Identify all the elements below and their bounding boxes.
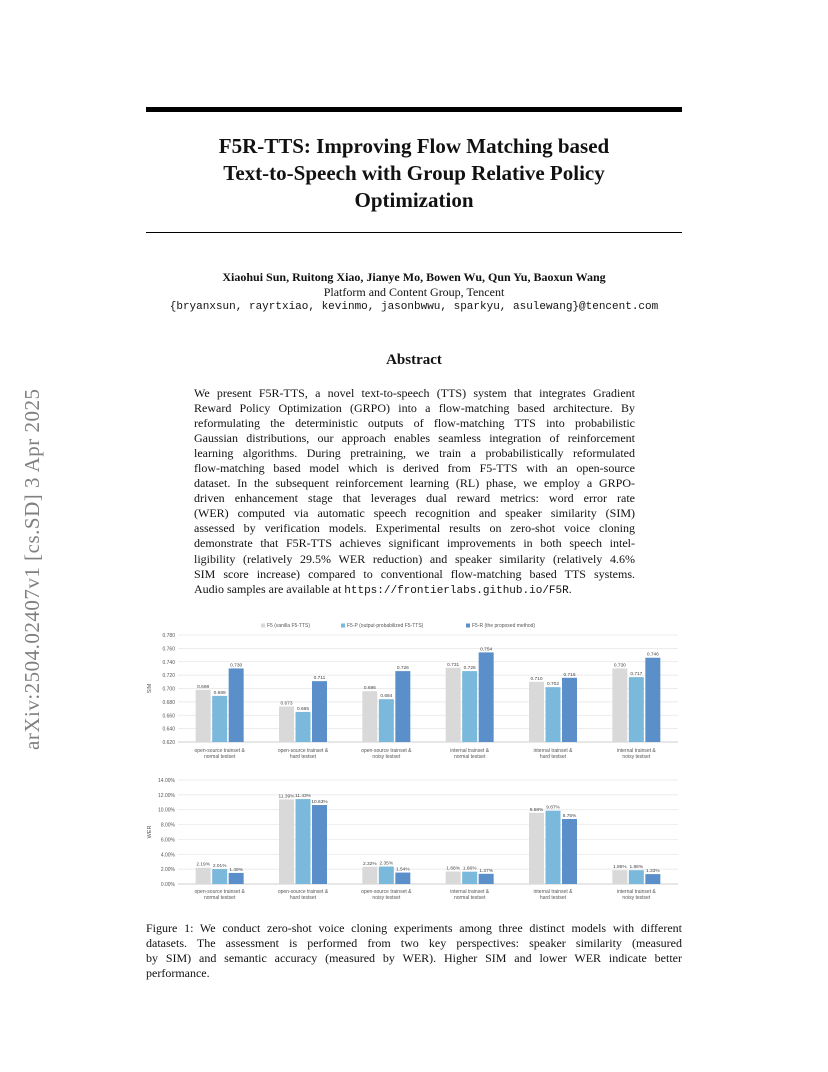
abstract-line: reformulating the deterministic outputs of flow-matching TTS into probabilistic [194,416,635,431]
data-label: 2.35% [379,861,394,867]
bar-wer [279,799,294,884]
x-tick-label: hard testset [539,754,567,760]
y-tick-label: 2.00% [160,867,175,874]
y-tick-label: 14.00% [158,778,175,784]
data-label: 10.63% [311,800,328,806]
data-label: 0.673 [280,701,293,707]
y-tick-label: 10.00% [158,807,175,814]
title-line: F5R-TTS: Improving Flow Matching based [218,134,610,158]
data-label: 9.58% [529,807,544,813]
y-axis-label: SIM [147,683,153,694]
data-label: 2.01% [212,864,227,870]
abstract-line: SIM score increase) compared to conventional flow-matching based TTS systems. [194,566,635,581]
x-tick-label: open-source trainset & [194,889,245,895]
data-label: 1.37% [479,868,493,874]
bar-wer [196,868,211,884]
abstract-line: We present F5R-TTS, a novel text-to-speech (TTS) system that integrates Gradient [194,386,635,400]
figure-1-charts [146,618,682,901]
bar-sim [612,668,627,742]
bar-sim [229,668,244,742]
abstract-heading: Abstract [386,352,442,368]
x-tick-label: noisy testset [372,754,401,760]
legend-swatch [261,624,265,628]
x-tick-label: internal trainset & [616,889,656,895]
data-label: 9.87% [546,805,560,811]
x-tick-label: hard testset [289,895,317,901]
data-label: 11.43% [295,794,311,800]
caption-line: performance. [146,966,210,981]
bar-wer [362,867,377,884]
bar-wer [546,811,561,884]
bar-wer [312,805,327,884]
legend-swatch [341,624,345,628]
bar-wer [645,874,660,884]
y-tick-label: 0.780 [162,633,175,639]
data-label: 2.32% [363,861,377,867]
data-label: 0.696 [363,686,376,692]
y-tick-label: 0.680 [162,699,175,706]
bar-sim [362,691,377,742]
abstract-line: Gaussian distributions, our approach enables seamless integration of reinforcement [194,431,635,446]
data-label: 1.86% [629,865,644,871]
abstract-audio-prefix: Audio samples are available at [194,581,345,596]
author-affiliation: Platform and Content Group, Tencent [323,285,505,299]
data-label: 0.684 [380,694,393,700]
bar-wer [395,873,410,884]
bar-sim [312,681,327,742]
abstract-audio-suffix: . [568,581,572,596]
abstract-line: flow-matching based model which is derived from F5-TTS with an open-source [194,461,635,476]
x-tick-label: noisy testset [622,895,651,901]
data-label: 1.68% [446,866,460,872]
x-tick-label: open-source trainset & [194,748,245,754]
caption-line: by SIM) and semantic accuracy (measured by WER). Higher SIM and lower WER indicate better [146,951,682,966]
y-tick-label: 0.620 [162,740,175,746]
data-label: 0.702 [546,682,560,688]
data-label: 0.726 [396,666,409,672]
bar-wer [379,867,394,884]
abstract-line: dataset. In the subsequent reinforcement learning (RL) phase, we employ a GRPO- [194,476,635,491]
author-emails: {bryanxsun, rayrtxiao, kevinmo, jasonbwwu, sparkyu, asulewang}@tencent.com [169,301,659,313]
bar-sim [645,658,660,742]
data-label: 1.66% [462,866,477,872]
bar-sim [629,677,644,742]
y-tick-label: 0.660 [162,713,175,720]
data-label: 0.746 [646,652,659,658]
y-tick-label: 6.00% [160,837,175,844]
y-tick-label: 0.720 [162,673,175,680]
bar-sim [546,687,561,742]
data-label: 0.754 [480,647,493,653]
x-tick-label: internal trainset & [533,748,573,754]
abstract-line: learning algorithms. During pretraining, we train a probabilistically reformulated [194,446,635,461]
bar-sim [529,682,544,742]
paper-title [146,133,682,214]
data-label: 0.665 [296,706,310,712]
caption-line: Figure 1: We conduct zero-shot voice cloning experiments among three distinct models with different [146,921,682,935]
abstract-line: ligibility (relatively 29.5% WER reduction) and speaker similarity (relatively 4.6% [194,551,635,566]
bar-wer [296,799,311,884]
legend-swatch [466,624,470,628]
x-tick-label: normal testset [203,895,236,901]
data-label: 0.716 [563,672,576,678]
abstract-last-line [194,582,635,599]
bar-sim [196,690,211,742]
x-tick-label: internal trainset & [616,748,656,754]
x-tick-label: open-source trainset & [277,748,329,754]
title-line: Optimization [354,188,474,212]
bar-sim [379,699,394,742]
y-tick-label: 12.00% [158,792,175,799]
bar-wer [446,872,461,884]
bar-sim [279,707,294,742]
figure-caption [146,921,682,981]
y-tick-label: 0.760 [162,646,175,653]
data-label: 0.730 [230,663,243,669]
data-label: 1.33% [646,869,660,875]
y-tick-label: 0.00% [160,882,175,888]
x-tick-label: internal trainset & [450,889,490,895]
y-tick-label: 4.00% [160,852,175,859]
abstract-body [194,386,635,599]
bar-sim [395,671,410,742]
data-label: 0.689 [213,690,226,696]
x-tick-label: hard testset [539,895,567,901]
arxiv-stamp: arXiv:2504.02407v1 [cs.SD] 3 Apr 2025 [20,388,44,750]
abstract-line: assessed by verification models. Experimental results on zero-shot voice cloning [194,521,635,536]
data-label: 0.717 [630,672,643,678]
x-tick-label: normal testset [453,895,486,901]
x-tick-label: internal trainset & [533,889,573,895]
bar-wer [562,819,577,884]
audio-samples-link[interactable]: https://frontierlabs.github.io/F5R [344,584,569,597]
data-label: 0.711 [313,676,326,682]
abstract-line: Reward Policy Optimization (GRPO) into a flow-matching based architecture. By [194,401,635,416]
bar-wer [229,873,244,884]
data-label: 0.726 [463,666,476,672]
figure-1 [146,618,682,901]
y-tick-label: 0.700 [162,686,175,693]
y-tick-label: 0.740 [162,659,175,666]
x-tick-label: open-source trainset & [361,889,412,895]
bar-wer [212,869,227,884]
bar-sim [212,696,227,742]
abstract-line: driven enhancement stage that leverages dual reward metrics: word error rate [194,491,635,506]
author-block [146,270,682,315]
title-line: Text-to-Speech with Group Relative Policy [223,161,605,185]
x-tick-label: noisy testset [372,895,401,901]
title-bottom-rule [146,232,682,233]
x-tick-label: hard testset [289,754,317,760]
legend-label: F5 (vanilla F5-TTS) [267,623,311,629]
data-label: 0.731 [447,662,460,668]
bar-sim [462,671,477,742]
bar-sim [296,712,311,742]
bar-wer [629,870,644,884]
abstract-line: demonstrate that F5R-TTS achieves significant improvements in both speech intel- [194,536,635,551]
caption-line: datasets. The assessment is performed from two key perspectives: speaker similarity (measured [146,936,682,951]
abstract-line: (WER) computed via automatic speech recognition and speaker similarity (SIM) [194,506,635,521]
x-tick-label: normal testset [203,754,236,760]
legend-label: F5-R (the proposed method) [472,623,536,629]
legend-label: F5-P (output-probabilized F5-TTS) [347,623,424,629]
x-tick-label: open-source trainset & [277,889,329,895]
data-label: 11.39% [278,794,295,800]
bar-wer [529,813,544,884]
data-label: 8.75% [562,814,577,819]
x-tick-label: internal trainset & [450,748,490,754]
data-label: 0.710 [530,676,543,682]
data-label: 0.730 [613,663,626,669]
x-tick-label: noisy testset [622,754,651,760]
x-tick-label: open-source trainset & [361,748,412,754]
data-label: 0.698 [197,684,210,690]
data-label: 1.54% [396,867,410,873]
x-tick-label: normal testset [453,754,486,760]
data-label: 1.49% [229,867,243,873]
bar-sim [479,652,494,742]
title-top-rule [146,107,682,112]
data-label: 1.86% [613,865,627,871]
bar-wer [462,872,477,884]
y-tick-label: 0.640 [162,726,175,733]
y-tick-label: 8.00% [160,822,175,829]
bar-wer [479,874,494,884]
bar-sim [446,668,461,742]
data-label: 2.19% [196,862,210,868]
y-axis-label: WER [147,825,153,839]
bar-sim [562,678,577,742]
bar-wer [612,870,627,884]
author-names: Xiaohui Sun, Ruitong Xiao, Jianye Mo, Bowen Wu, Qun Yu, Baoxun Wang [222,270,606,284]
